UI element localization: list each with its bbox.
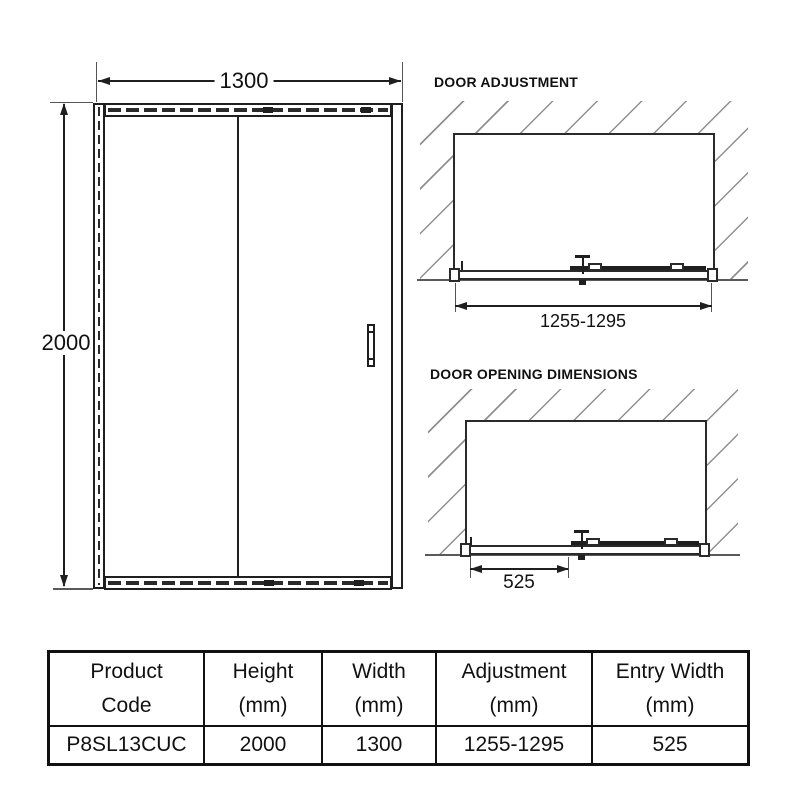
cell-adjustment: 1255-1295	[437, 727, 593, 763]
cell-product-code: P8SL13CUC	[50, 727, 205, 763]
bottom-guide-left	[264, 580, 274, 586]
col-header-width	[323, 653, 437, 727]
opening-pin-cap	[574, 530, 589, 533]
header-line: (mm)	[238, 694, 288, 717]
height-arrow-up-icon	[60, 103, 68, 115]
track-stop-left	[461, 261, 463, 270]
header-line: Product	[90, 660, 163, 683]
entry-dimension-line	[470, 568, 568, 570]
height-arrow-down-icon	[60, 575, 68, 587]
door-track-adjustment	[450, 270, 718, 280]
door-track-opening	[461, 545, 710, 555]
height-extension-line-top	[50, 102, 93, 103]
adjuster-pin-cap	[575, 255, 590, 258]
spec-table	[47, 650, 750, 766]
adjustment-dimension-line	[455, 305, 712, 307]
enclosure-plan-opening	[465, 420, 707, 553]
adjustment-dimension-label: 1255-1295	[535, 311, 631, 331]
header-line: (mm)	[354, 694, 404, 717]
track-end-cap-left	[449, 268, 460, 282]
col-header-height	[205, 653, 323, 727]
header-line: Code	[101, 694, 152, 717]
opening-pin-foot	[578, 555, 585, 560]
adjustment-arrow-right-icon	[700, 302, 712, 310]
glass-panel-divider	[237, 117, 239, 576]
header-line: Entry Width	[615, 660, 725, 683]
bottom-guide-right	[354, 580, 364, 586]
frame-right-stile	[391, 103, 403, 589]
width-dimension-label: 1300	[215, 69, 274, 93]
handle-cap-top	[369, 331, 373, 333]
width-arrow-right-icon	[389, 77, 401, 85]
width-extension-line-left	[96, 62, 97, 102]
adjuster-pin-stem	[582, 256, 584, 274]
frame-left-stile	[93, 103, 105, 589]
stile-centerline	[98, 107, 100, 585]
top-rail-track-pattern	[108, 108, 388, 112]
header-line: (mm)	[645, 694, 695, 717]
top-roller-left	[263, 107, 273, 113]
width-extension-line-right	[402, 62, 403, 102]
bottom-rail	[104, 576, 392, 590]
header-line: Adjustment	[461, 660, 567, 683]
col-header-entry-width	[593, 653, 747, 727]
entry-arrow-left-icon	[470, 565, 482, 573]
entry-dimension-label: 525	[498, 573, 540, 593]
header-line: Width	[352, 660, 406, 683]
adjustment-arrow-left-icon	[455, 302, 467, 310]
col-header-product-code	[50, 653, 205, 727]
width-arrow-left-icon	[98, 77, 110, 85]
track-end-cap-right	[707, 268, 718, 282]
entry-arrow-right-icon	[557, 565, 569, 573]
opening-roller-bracket-right	[664, 538, 678, 546]
top-rail	[104, 103, 392, 117]
door-handle	[367, 324, 375, 367]
cell-width: 1300	[323, 727, 437, 763]
bottom-rail-track-pattern	[108, 581, 388, 585]
roller-bracket-left	[588, 263, 602, 271]
opening-end-cap-left	[460, 543, 471, 557]
opening-track-stop-left	[470, 537, 472, 545]
adjuster-pin-foot	[579, 280, 586, 285]
roller-bracket-right	[670, 263, 684, 271]
cell-entry-width: 525	[652, 733, 688, 756]
floor-line-left	[53, 588, 93, 590]
opening-end-cap-right	[699, 543, 710, 557]
opening-roller-bracket-left	[586, 538, 600, 546]
cell-height: 2000	[205, 727, 323, 763]
header-line: (mm)	[489, 694, 539, 717]
handle-cap-bottom	[369, 358, 373, 360]
top-roller-right	[361, 107, 371, 113]
door-opening-title: DOOR OPENING DIMENSIONS	[430, 366, 638, 382]
col-header-adjustment	[437, 653, 593, 727]
opening-pin-stem	[581, 531, 583, 549]
header-line: Height	[232, 660, 294, 683]
door-adjustment-title: DOOR ADJUSTMENT	[434, 74, 579, 90]
height-dimension-label: 2000	[37, 331, 96, 355]
